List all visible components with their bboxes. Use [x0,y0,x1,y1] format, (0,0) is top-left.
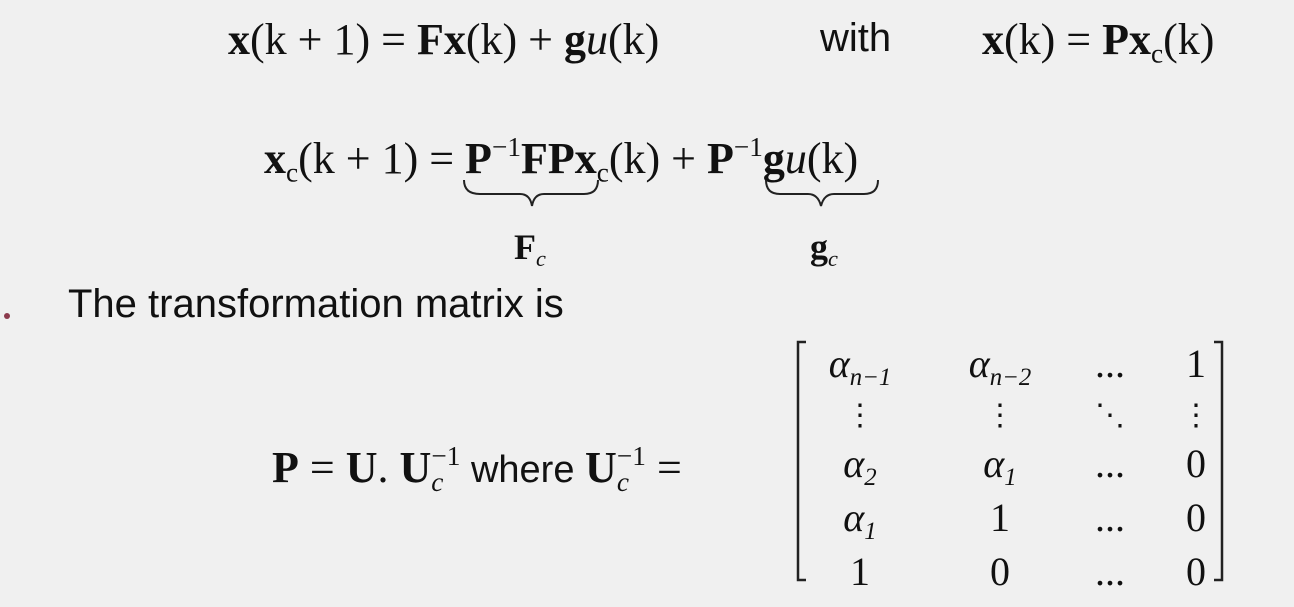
matrix-cell-value: α [828,341,850,386]
matrix-cell [805,341,915,391]
matrix-cell-value: ⋮ [985,398,1015,433]
matrix-cell-value: 1 [850,549,870,594]
matrix-cell-value: ⋱ [1095,398,1125,433]
matrix-cell [805,549,915,594]
matrix-cell-value: α [983,441,1005,486]
transform-definition: $x(k) = Px_c(k)$ [982,15,1215,69]
matrix-cell-value: ... [1095,549,1125,594]
matrix-cell [1166,441,1226,486]
matrix-cell-value: 1 [990,495,1010,540]
matrix-cell [1080,392,1140,432]
matrix-cell [1166,341,1226,386]
matrix-cell [945,392,1055,432]
matrix-cell [1166,495,1226,540]
matrix-cell-subscript: n−2 [989,363,1032,391]
matrix-cell-value: α [968,341,990,386]
matrix-cell-value: 0 [1186,495,1206,540]
with-text: with [820,16,892,60]
matrix-cell [945,341,1055,391]
label-Fc: $F_c$ [514,227,546,272]
matrix-cell-subscript: 2 [864,463,877,491]
matrix-cell-value: 0 [1186,549,1206,594]
matrix-cell-value: ... [1095,341,1125,386]
matrix-cell [1166,392,1226,432]
matrix-cell [1166,549,1226,594]
matrix-cell-value: 0 [990,549,1010,594]
matrix-cell [945,549,1055,594]
matrix-cell-value: α [843,495,865,540]
matrix-cell-value: ⋮ [1181,398,1211,433]
matrix-cell [945,441,1055,491]
matrix-cell [1080,341,1140,386]
transformed-state-equation: $x_c(k + 1) = P^{-1}FPx_c(k) + P^{-1}gu(k)$ [264,132,859,188]
bullet-dot [4,313,10,319]
bullet-text: The transformation matrix is [68,282,564,326]
matrix-cell-subscript: n−1 [849,363,892,391]
matrix-cell-value: ⋮ [845,398,875,433]
matrix-cell-value: 1 [1186,341,1206,386]
transformation-matrix-equation: P = U. $U_c^{-1}$ where $U_c^{-1}$ = [272,441,682,497]
matrix-cell-value: ... [1095,495,1125,540]
matrix-cell-subscript: 1 [864,517,877,545]
matrix-cell-value: α [843,441,865,486]
matrix-cell [805,441,915,491]
matrix-cell [1080,441,1140,486]
matrix-cell [805,392,915,432]
matrix-cell-value: ... [1095,441,1125,486]
state-equation: x(k + 1) = Fx(k) + gu(k) [228,15,660,64]
matrix-cell [1080,549,1140,594]
matrix-cell-value: 0 [1186,441,1206,486]
matrix-cell [945,495,1055,540]
matrix-cell [805,495,915,545]
matrix-cell-subscript: 1 [1004,463,1017,491]
matrix-cell [1080,495,1140,540]
label-gc: $g_c$ [810,227,838,272]
